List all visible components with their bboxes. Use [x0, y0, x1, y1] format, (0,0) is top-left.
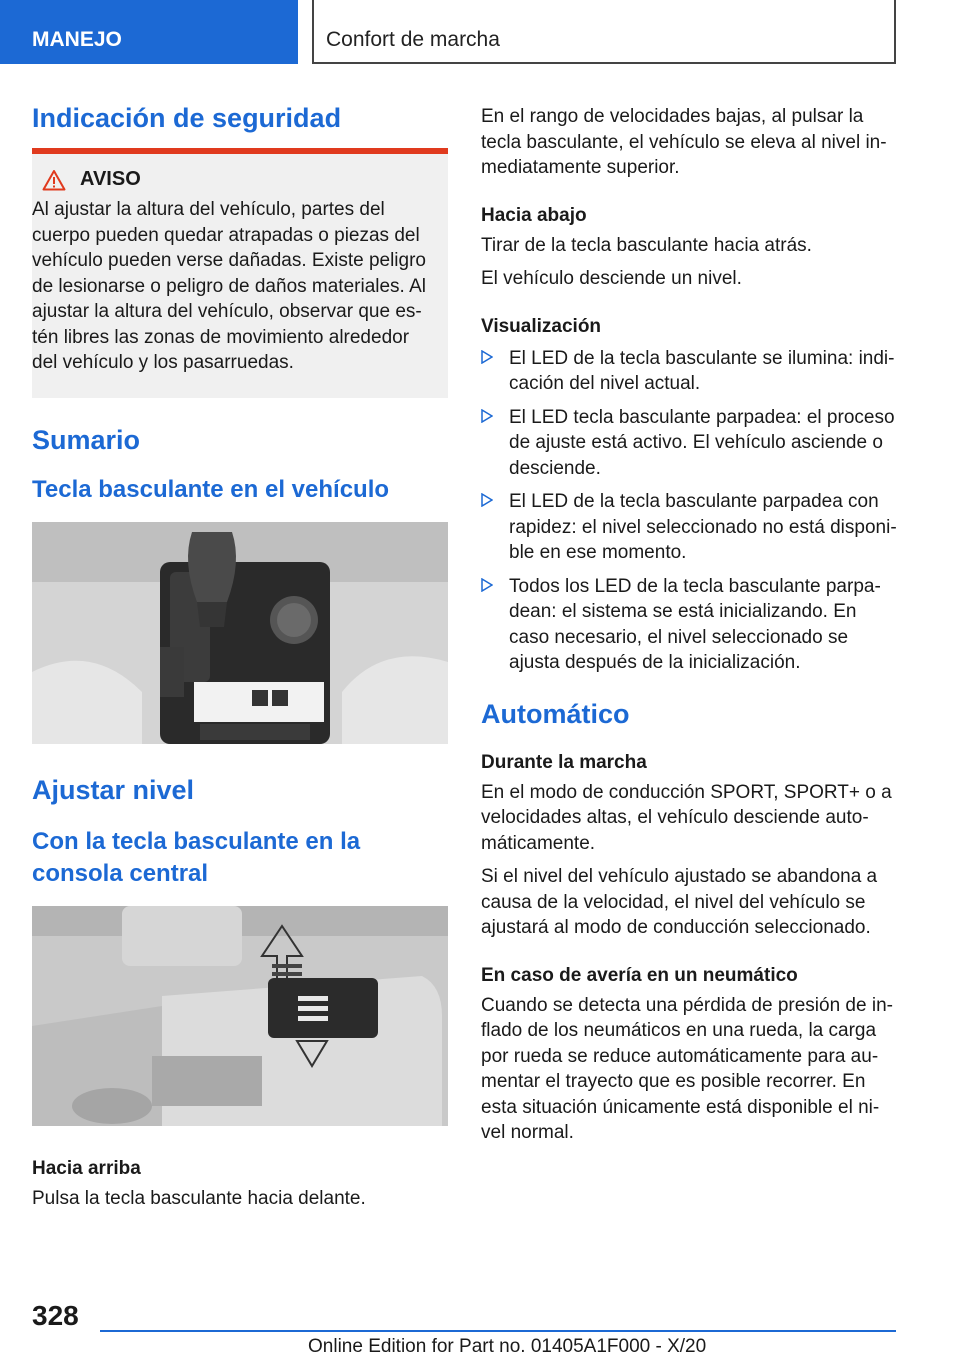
footer-edition: Online Edition for Part no. 01405A1F000 - X/20 [308, 1336, 707, 1357]
tire-text: Cuando se detecta una pérdida de presión de inflado de los neumáticos en una rueda, la carga por rueda se reduce automáticamente para aumentar el trayecto que es posible recorrer. En esta situación únicamente está disponible el nivel normal. [481, 994, 893, 1143]
header-section-tab [0, 0, 298, 64]
driving-text-2: Si el nivel del vehículo ajustado se abandona a causa de la velocidad, el nivel del vehículo se ajustará al modo de conducción seleccionado. [481, 866, 878, 938]
driving-heading: Durante la marcha [481, 751, 647, 773]
list-item [481, 574, 897, 676]
left-column [32, 100, 448, 1211]
up-text: Pulsa la tecla basculante hacia delante. [32, 1187, 366, 1209]
footer-divider [100, 1330, 896, 1332]
up-heading: Hacia arriba [32, 1157, 141, 1179]
subtitle-rocker: Tecla basculante en el vehículo [32, 475, 390, 503]
warning-box [32, 154, 448, 398]
down-heading: Hacia abajo [481, 204, 587, 226]
bullet-triangle-icon [481, 574, 509, 676]
down-text-2: El vehículo desciende un nivel. [481, 268, 742, 289]
list-item-text: El LED de la tecla basculante se ilumina: indicación del nivel actual. [509, 347, 895, 394]
list-item-text: Todos los LED de la tecla basculante parpadean: el sistema se está inicializando. En caso necesario, el nivel seleccionado se ajusta después de la inicialización. [509, 575, 881, 673]
bullet-triangle-icon [481, 489, 509, 566]
title-adjust: Ajustar nivel [32, 774, 195, 805]
list-item [481, 405, 897, 482]
warning-label: AVISO [80, 168, 141, 190]
header-section-label: MANEJO [32, 28, 122, 51]
list-item-text: El LED tecla basculante parpadea: el proceso de ajuste está activo. El vehículo asciende o desciende. [509, 406, 895, 479]
list-item-text: El LED de la tecla basculante parpadea con rapidez: el nivel seleccionado no está disponible en ese momento. [509, 491, 897, 563]
display-heading: Visualización [481, 315, 602, 337]
down-text-1: Tirar de la tecla basculante hacia atrás. [481, 234, 812, 256]
list-item [481, 346, 897, 397]
console-photo [32, 522, 448, 744]
title-summary: Sumario [32, 424, 141, 455]
tire-heading: En caso de avería en un neumático [481, 964, 798, 986]
page-number: 328 [32, 1300, 79, 1331]
title-auto: Automático [481, 698, 630, 729]
intro-text: En el rango de velocidades bajas, al pulsar la tecla basculante, el vehículo se eleva al nivel inmediatamente superior. [481, 106, 887, 178]
subtitle-console: Con la tecla basculante en la consola central [32, 827, 361, 887]
header-chapter-box [312, 0, 896, 64]
display-list [481, 346, 897, 676]
rocker-switch-photo [32, 906, 448, 1126]
warning-text: Al ajustar la altura del vehículo, partes del cuerpo pueden quedar atrapadas o piezas del vehículo pueden verse dañadas. Existe peligro de lesionarse o peligro de daños materiales. Al ajustar la altura del vehículo, observar que estén libres las zonas de movimiento alrededor del vehículo y los pasarruedas. [32, 199, 426, 373]
driving-text-1: En el modo de conducción SPORT, SPORT+ o a velocidades altas, el vehículo desciende automáticamente. [481, 781, 892, 854]
list-item [481, 489, 897, 566]
bullet-triangle-icon [481, 405, 509, 482]
right-column [481, 104, 897, 1146]
bullet-triangle-icon [481, 346, 509, 397]
title-safety: Indicación de seguridad [32, 103, 342, 133]
warning-header [32, 168, 436, 191]
header-chapter-label: Confort de marcha [326, 28, 500, 51]
warning-triangle-icon [42, 169, 66, 191]
